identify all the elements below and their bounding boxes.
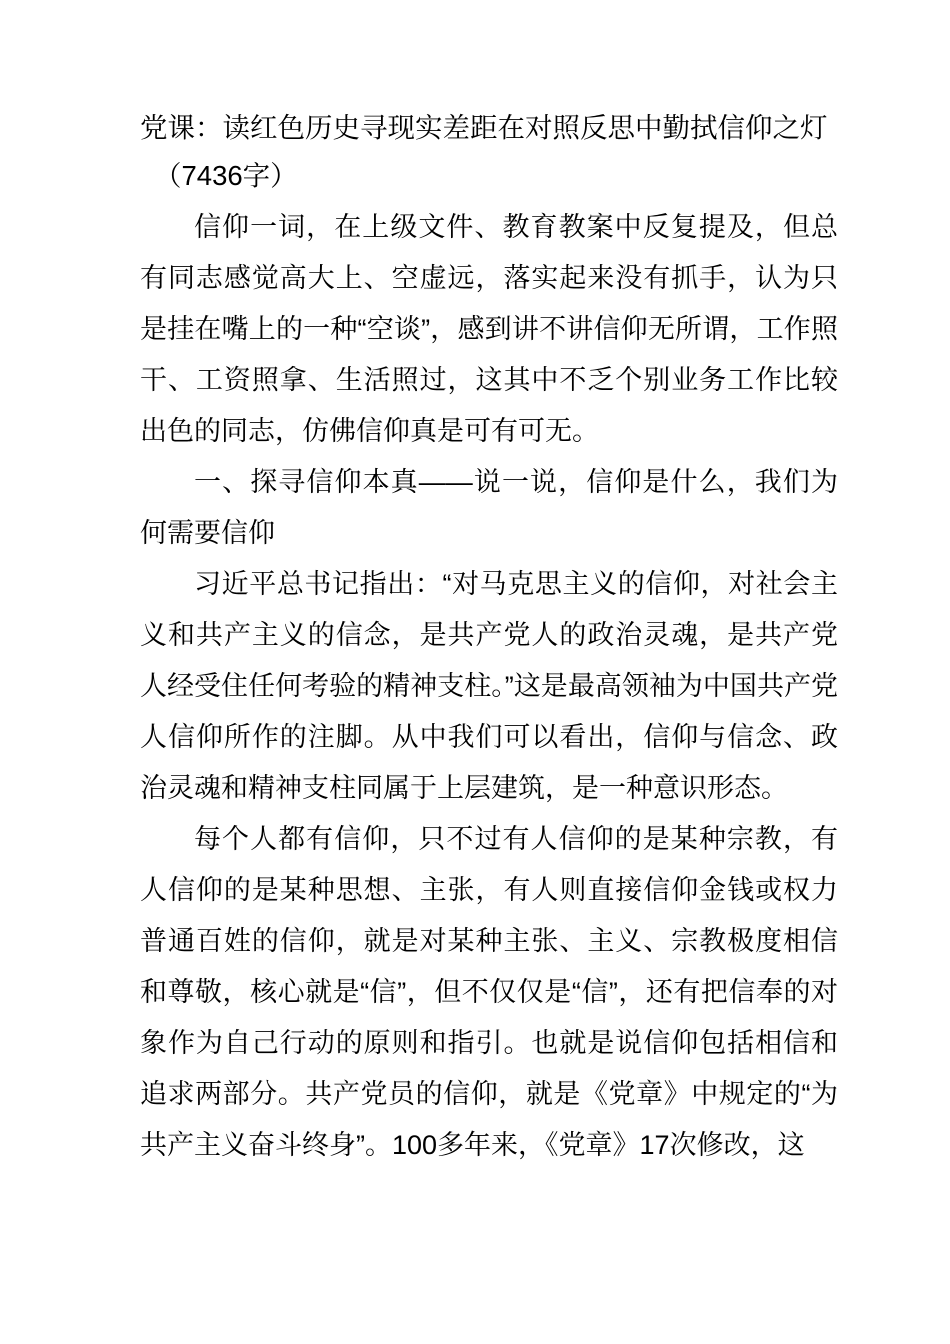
page-title (140, 104, 838, 200)
page-title-main: 党课：读红色历史寻现实差距在对照反思中勤拭信仰之灯 (140, 112, 828, 143)
page-title-wordcount: （7436字） (154, 160, 298, 191)
paragraph-2-heading: 一、探寻信仰本真——说一说，信仰是什么，我们为何需要信仰 (140, 467, 838, 548)
paragraph-4: 每个人都有信仰，只不过有人信仰的是某种宗教，有人信仰的是某种思想、主张，有人则直接信仰金钱或权力普通百姓的信仰，就是对某种主张、主义、宗教极度相信和尊敬，核心就是“信”，但不仅仅是“信”，还有把信奉的对象作为自己行动的原则和指引。也就是说信仰包括相信和追求两部分。共产党员的信仰，就是《党章》中规定的“为共产主义奋斗终身”。100多年来，《党章》17次修改，这 (140, 824, 838, 1160)
paragraph-1: 信仰一词，在上级文件、教育教案中反复提及，但总有同志感觉高大上、空虚远，落实起来没有抓手，认为只是挂在嘴上的一种“空谈”，感到讲不讲信仰无所谓，工作照干、工资照拿、生活照过，这其中不乏个别业务工作比较出色的同志，仿佛信仰真是可有可无。 (140, 212, 838, 446)
paragraph-3: 习近平总书记指出：“对马克思主义的信仰，对社会主义和共产主义的信念，是共产党人的政治灵魂，是共产党人经受住任何考验的精神支柱。”这是最高领袖为中国共产党人信仰所作的注脚。从中我们可以看出，信仰与信念、政治灵魂和精神支柱同属于上层建筑，是一种意识形态。 (140, 569, 838, 803)
